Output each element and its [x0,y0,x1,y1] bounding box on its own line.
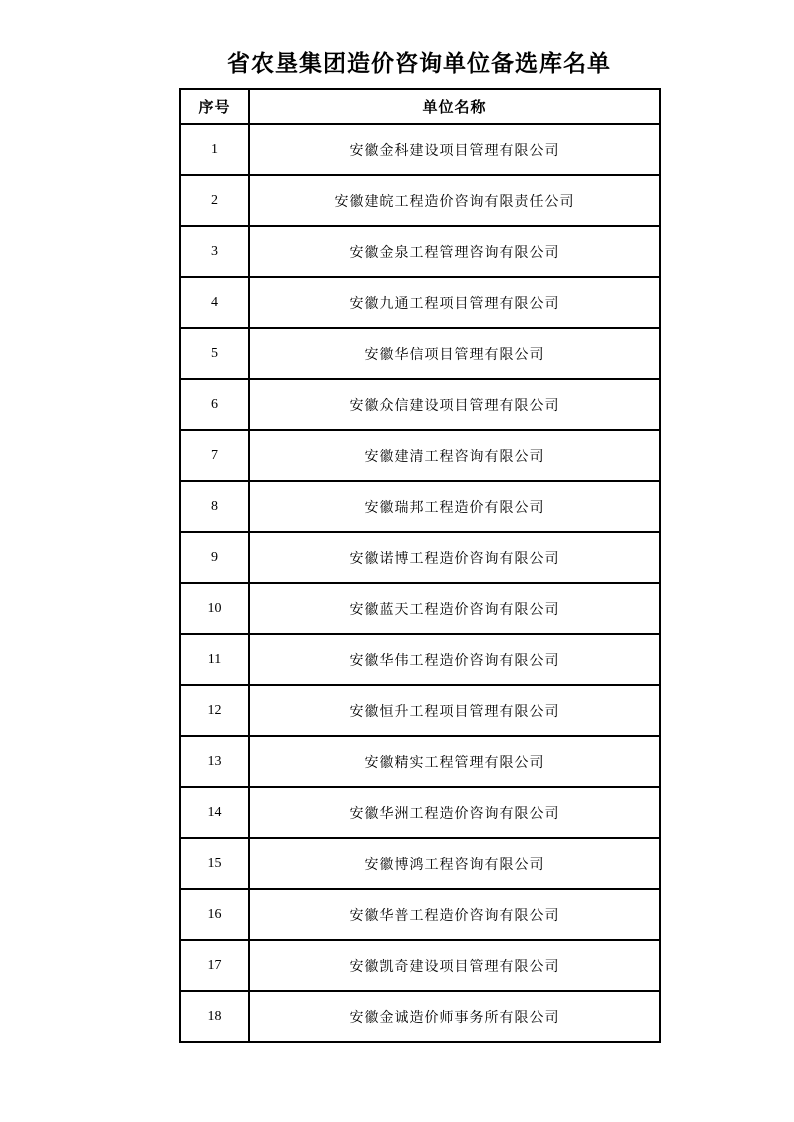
page-title: 省农垦集团造价咨询单位备选库名单 [227,51,611,76]
column-header-unit-name: 单位名称 [249,89,660,124]
row-unit-name-cell: 安徽金诚造价师事务所有限公司 [249,991,660,1042]
table-row [180,940,660,991]
row-unit-name-cell: 安徽华信项目管理有限公司 [249,328,660,379]
table-row [180,277,660,328]
row-index-cell: 7 [180,430,249,481]
table-row [180,481,660,532]
row-index-cell: 4 [180,277,249,328]
row-index-cell: 14 [180,787,249,838]
row-unit-name-cell: 安徽建皖工程造价咨询有限责任公司 [249,175,660,226]
row-unit-name-cell: 安徽蓝天工程造价咨询有限公司 [249,583,660,634]
table-row [180,175,660,226]
row-unit-name-cell: 安徽凯奇建设项目管理有限公司 [249,940,660,991]
table-row [180,583,660,634]
row-unit-name-cell: 安徽瑞邦工程造价有限公司 [249,481,660,532]
row-index-cell: 6 [180,379,249,430]
table-header [180,89,660,124]
row-unit-name-cell: 安徽华伟工程造价咨询有限公司 [249,634,660,685]
row-index-cell: 8 [180,481,249,532]
table-row [180,889,660,940]
table-row [180,532,660,583]
row-unit-name-cell: 安徽九通工程项目管理有限公司 [249,277,660,328]
row-unit-name-cell: 安徽精实工程管理有限公司 [249,736,660,787]
row-index-cell: 15 [180,838,249,889]
row-index-cell: 9 [180,532,249,583]
table-row [180,379,660,430]
table-row [180,430,660,481]
row-unit-name-cell: 安徽金泉工程管理咨询有限公司 [249,226,660,277]
table-row [180,787,660,838]
row-index-cell: 10 [180,583,249,634]
row-unit-name-cell: 安徽金科建设项目管理有限公司 [249,124,660,175]
row-unit-name-cell: 安徽华洲工程造价咨询有限公司 [249,787,660,838]
table-row [180,838,660,889]
row-unit-name-cell: 安徽众信建设项目管理有限公司 [249,379,660,430]
row-index-cell: 1 [180,124,249,175]
row-index-cell: 3 [180,226,249,277]
row-index-cell: 18 [180,991,249,1042]
row-unit-name-cell: 安徽华普工程造价咨询有限公司 [249,889,660,940]
table-row [180,226,660,277]
header-row [180,89,660,124]
roster-table [179,88,661,1043]
table-row [180,736,660,787]
table-row [180,685,660,736]
row-unit-name-cell: 安徽建清工程咨询有限公司 [249,430,660,481]
row-index-cell: 16 [180,889,249,940]
table-row [180,991,660,1042]
table-row [180,328,660,379]
row-unit-name-cell: 安徽诺博工程造价咨询有限公司 [249,532,660,583]
row-index-cell: 13 [180,736,249,787]
row-index-cell: 17 [180,940,249,991]
table-row [180,634,660,685]
row-index-cell: 11 [180,634,249,685]
row-index-cell: 12 [180,685,249,736]
row-index-cell: 5 [180,328,249,379]
column-header-index: 序号 [180,89,249,124]
row-index-cell: 2 [180,175,249,226]
table-row [180,124,660,175]
row-unit-name-cell: 安徽恒升工程项目管理有限公司 [249,685,660,736]
table-body [180,124,660,1042]
row-unit-name-cell: 安徽博鸿工程咨询有限公司 [249,838,660,889]
